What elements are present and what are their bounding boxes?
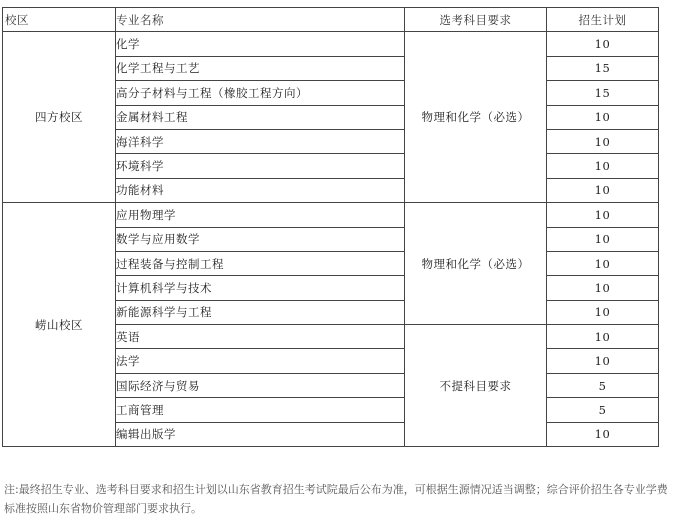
major-name-cell: 过程装备与控制工程: [116, 251, 405, 275]
enrollment-plan-cell: 10: [547, 422, 659, 446]
footnote: 注:最终招生专业、选考科目要求和招生计划以山东省教育招生考试院最后公布为准，可根据生源情况适当调整；综合评价招生各专业学费标准按照山东省物价管理部门要求执行。: [4, 483, 668, 515]
campus-cell: 四方校区: [3, 32, 116, 203]
subject-requirement-cell: 物理和化学（必选）: [405, 203, 547, 325]
major-name-cell: 应用物理学: [116, 203, 405, 227]
enrollment-plan-cell: 5: [547, 373, 659, 397]
major-name-cell: 海洋科学: [116, 129, 405, 153]
major-name-cell: 金属材料工程: [116, 105, 405, 129]
major-name-cell: 工商管理: [116, 398, 405, 422]
enrollment-plan-cell: 10: [547, 325, 659, 349]
enrollment-plan-cell: 15: [547, 81, 659, 105]
major-name-cell: 法学: [116, 349, 405, 373]
enrollment-plan-cell: 10: [547, 227, 659, 251]
major-name-cell: 高分子材料与工程（橡胶工程方向）: [116, 81, 405, 105]
enrollment-plan-cell: 15: [547, 56, 659, 80]
table-body: [3, 8, 659, 447]
header-campus: 校区: [3, 8, 116, 32]
enrollment-plan-cell: 10: [547, 154, 659, 178]
major-name-cell: 新能源科学与工程: [116, 300, 405, 324]
enrollment-plan-cell: 10: [547, 178, 659, 202]
table-row: [3, 203, 659, 227]
table-row: [3, 32, 659, 56]
enrollment-plan-cell: 10: [547, 129, 659, 153]
major-name-cell: 英语: [116, 325, 405, 349]
major-name-cell: 化学: [116, 32, 405, 56]
major-name-cell: 数学与应用数学: [116, 227, 405, 251]
subject-requirement-cell: 不提科目要求: [405, 325, 547, 447]
enrollment-plan-cell: 5: [547, 398, 659, 422]
enrollment-plan-cell: 10: [547, 300, 659, 324]
header-enrollment-plan: 招生计划: [547, 8, 659, 32]
enrollment-plan-table: [2, 7, 659, 447]
enrollment-plan-cell: 10: [547, 349, 659, 373]
table-header-row: [3, 8, 659, 32]
major-name-cell: 化学工程与工艺: [116, 56, 405, 80]
major-name-cell: 编辑出版学: [116, 422, 405, 446]
campus-cell: 崂山校区: [3, 203, 116, 447]
major-name-cell: 功能材料: [116, 178, 405, 202]
major-name-cell: 环境科学: [116, 154, 405, 178]
enrollment-plan-cell: 10: [547, 251, 659, 275]
subject-requirement-cell: 物理和化学（必选）: [405, 32, 547, 203]
enrollment-plan-cell: 10: [547, 32, 659, 56]
major-name-cell: 国际经济与贸易: [116, 373, 405, 397]
header-major: 专业名称: [116, 8, 405, 32]
header-subject-requirement: 选考科目要求: [405, 8, 547, 32]
enrollment-plan-cell: 10: [547, 276, 659, 300]
enrollment-plan-cell: 10: [547, 105, 659, 129]
enrollment-plan-cell: 10: [547, 203, 659, 227]
major-name-cell: 计算机科学与技术: [116, 276, 405, 300]
